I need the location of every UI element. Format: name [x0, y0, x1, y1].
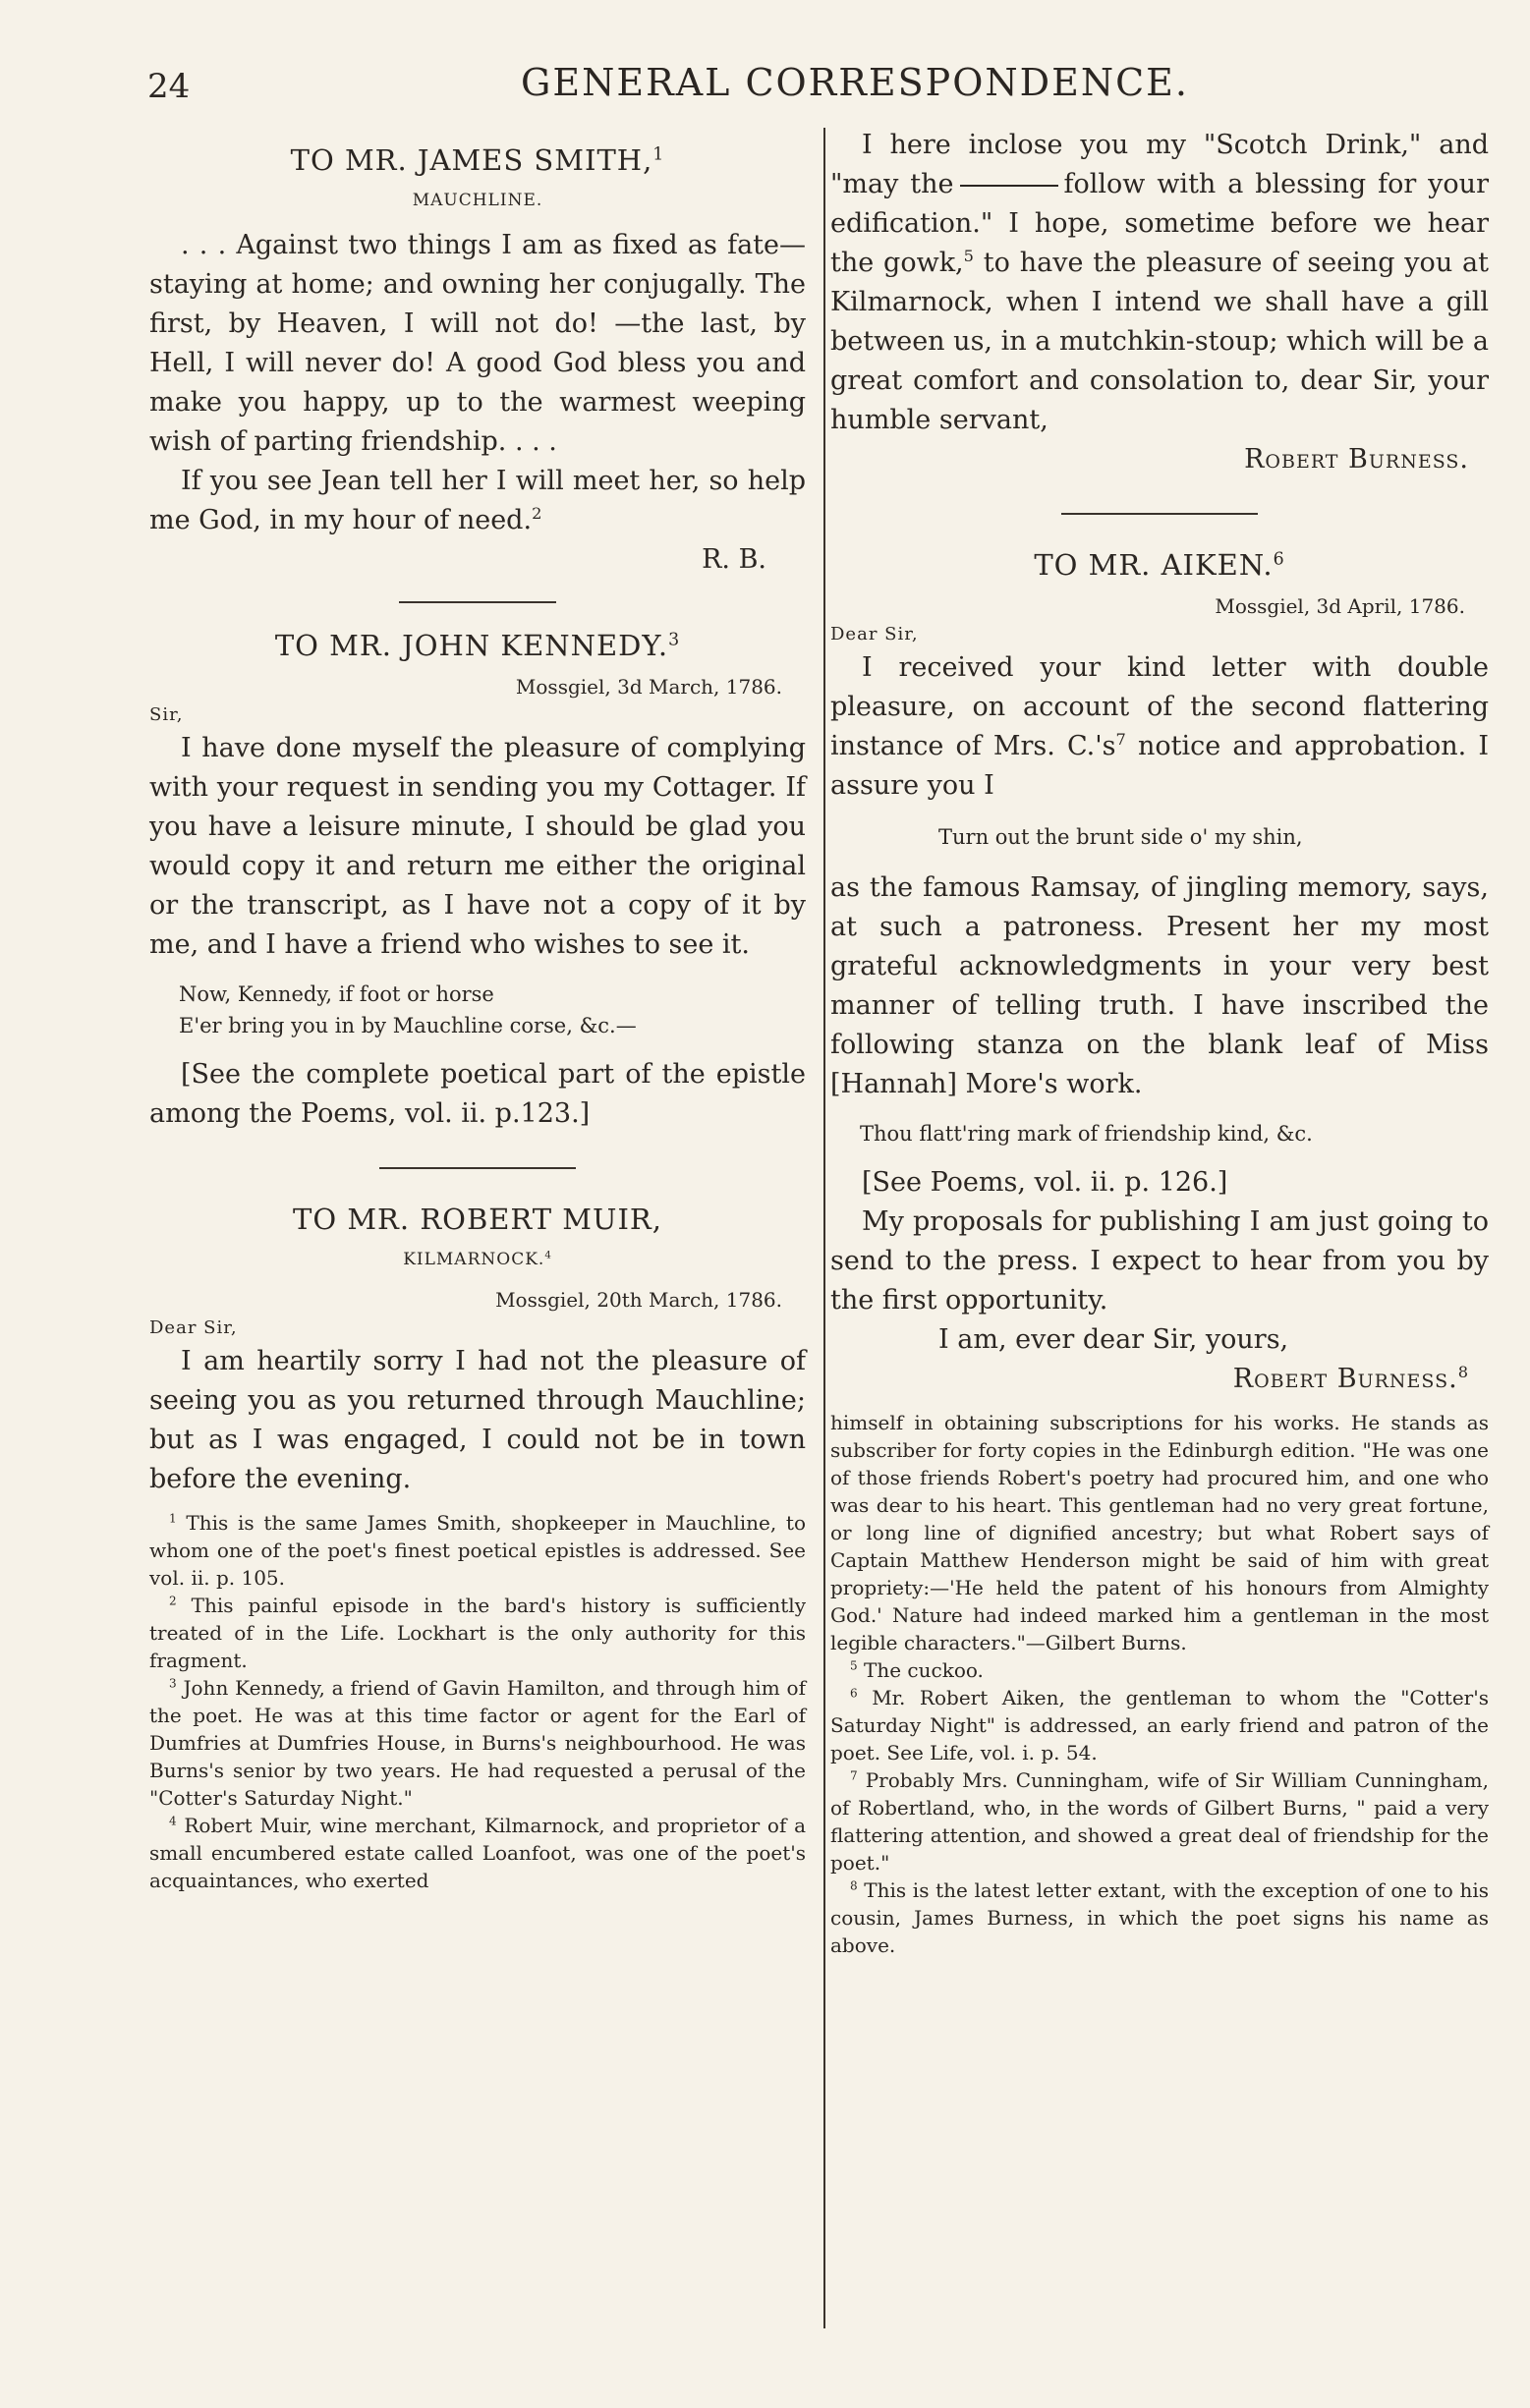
letter-heading-muir: TO MR. ROBERT MUIR,	[293, 1203, 662, 1236]
verse-line: E'er bring you in by Mauchline corse, &c.—	[179, 1014, 637, 1037]
verse-quote: Thou flatt'ring mark of friendship kind, &c.	[860, 1122, 1313, 1146]
right-column	[830, 126, 1489, 1959]
footnote-ref: 5	[963, 247, 974, 265]
footnote-ref: 4	[544, 1250, 552, 1261]
footnote-ref: 2	[532, 504, 542, 523]
footnote-ref: 7	[1115, 730, 1126, 749]
letter-paragraph: I have done myself the pleasure of complying with your request in sending you my Cottager. If you have a leisure minute, I should be glad you would copy it and return me either the original or the transcript, as I have not a copy of it by me, and I have a friend who wishes to see it.	[149, 733, 806, 960]
letter-heading-aiken: TO MR. AIKEN.$^6$	[1034, 548, 1285, 582]
letter-paragraph: [See the complete poetical part of the epistle among the Poems, vol. ii. p.123.]	[149, 1059, 806, 1129]
letter-paragraph: I here inclose you my "Scotch Drink," and "may the follow with a blessing for your edification." I hope, sometime before we hear the gowk,$^5$ to have the pleasure of seeing you at Kilmarnock, when I intend we shall have a gill between us, in a mutchkin-stoup; which will be a great comfort and consolation to, dear Sir, your humble servant,	[830, 130, 1489, 435]
running-header	[147, 61, 1189, 110]
footnote-ref: 3	[668, 630, 681, 650]
footnote: $^7$ Probably Mrs. Cunningham, wife of Sir William Cunningham, of Robertland, who, in the words of Gilbert Burns, " paid a very flattering attention, and showed a great deal of friendship for the poet."	[830, 1768, 1489, 1875]
signature: Robert Burness.	[1244, 444, 1469, 475]
letter-closing: I am, ever dear Sir, yours,	[938, 1324, 1289, 1355]
footnote: $^1$ This is the same James Smith, shopkeeper in Mauchline, to whom one of the poet's finest poetical epistles is addressed. See vol. ii. p. 105.	[149, 1511, 806, 1590]
letter-heading-smith: TO MR. JAMES SMITH,$^1$	[290, 143, 665, 177]
footnote-continued: himself in obtaining subscriptions for his works. He stands as subscriber for forty copies in the Edinburgh edition. "He was one of those friends Robert's poetry had procured him, and one who was dear to his heart. This gentleman had no very great fortune, or long line of dignified ancestry; but what Robert says of Captain Matthew Henderson might be said of him with great propriety:—'He held the patent of his honours from Almighty God.' Nature had indeed marked him a gentleman in the most legible characters."—Gilbert Burns.	[830, 1411, 1489, 1654]
footnotes	[830, 1409, 1489, 1959]
letter-place: MAUCHLINE.	[412, 191, 543, 210]
letter-paragraph: I received your kind letter with double pleasure, on account of the second flattering instance of Mrs. $C.'s^7$ notice and approbation. I assure you I	[830, 652, 1489, 801]
page-number: 24	[147, 67, 191, 106]
footnotes	[149, 1509, 806, 1894]
verse-quote: Turn out the brunt side o' my shin,	[938, 825, 1303, 849]
signature: Robert Burness.$^8$	[1232, 1363, 1469, 1394]
section-divider	[399, 601, 556, 603]
letter-paragraph: [See Poems, vol. ii. p. 126.]	[862, 1167, 1228, 1198]
footnote-ref: 1	[652, 144, 665, 165]
footnote-ref: 6	[1273, 549, 1285, 570]
running-title: GENERAL CORRESPONDENCE.	[521, 61, 1189, 104]
footnote: $^5$ The cuckoo.	[850, 1658, 984, 1682]
blank-dash	[960, 185, 1058, 187]
footnote: $^6$ Mr. Robert Aiken, the gentleman to whom the "Cotter's Saturday Night" is addressed, an early friend and patron of the poet. See Life, vol. i. p. 54.	[830, 1686, 1489, 1764]
footnote: $^3$ John Kennedy, a friend of Gavin Hamilton, and through him of the poet. He was at this time factor or agent for the Earl of Dumfries at Dumfries House, in Burns's neighbourhood. He was Burns's senior by two years. He had requested a perusal of the "Cotter's Saturday Night."	[149, 1676, 807, 1810]
footnote: $^8$ This is the latest letter extant, with the exception of one to his cousin, James Burness, in which the poet signs his name as above.	[830, 1878, 1490, 1957]
verse-line: Now, Kennedy, if foot or horse	[179, 982, 494, 1006]
salutation: Sir,	[149, 704, 184, 725]
letter-dateline: Mossgiel, 20th March, 1786.	[495, 1288, 782, 1312]
footnote: $^4$ Robert Muir, wine merchant, Kilmarnock, and proprietor of a small encumbered estate called Loanfoot, was one of the poet's acquaintances, who exerted	[149, 1814, 806, 1892]
salutation: Dear Sir,	[830, 624, 919, 644]
letter-paragraph: If you see Jean tell her I will meet her, so help me God, in my hour of need.$^2$	[149, 466, 806, 535]
letter-dateline: Mossgiel, 3d March, 1786.	[515, 675, 782, 699]
footnote-ref: 8	[1457, 1363, 1469, 1381]
signature: R. B.	[702, 544, 766, 575]
letter-paragraph: My proposals for publishing I am just going to send to the press. I expect to hear from you by the first opportunity.	[830, 1206, 1489, 1316]
left-column	[149, 126, 806, 1894]
letter-paragraph: . . . Against two things I am as fixed as fate—staying at home; and owning her conjugally. The first, by Heaven, I will not do! —the last, by Hell, I will never do! A good God bless you and make you happy, up to the warmest weeping wish of parting friendship. . . .	[149, 230, 806, 457]
letter-paragraph: I am heartily sorry I had not the pleasure of seeing you as you returned through Mauchline; but as I was engaged, I could not be in town before the evening.	[149, 1346, 806, 1494]
column-divider	[823, 128, 825, 2328]
section-divider	[379, 1167, 576, 1169]
letter-place: KILMARNOCK.$^4$	[403, 1250, 552, 1269]
letter-dateline: Mossgiel, 3d April, 1786.	[1215, 594, 1465, 618]
letter-heading-kennedy: TO MR. JOHN KENNEDY.$^3$	[274, 629, 681, 662]
footnote: $^2$ This painful episode in the bard's history is sufficiently treated of in the Life. Lockhart is the only authority for this fragment.	[149, 1594, 806, 1672]
section-divider	[1061, 513, 1258, 515]
verse-quote	[179, 979, 806, 1041]
letter-paragraph: as the famous Ramsay, of jingling memory, says, at such a patroness. Present her my most grateful acknowledgments in your very best manner of telling truth. I have inscribed the following stanza on the blank leaf of Miss [Hannah] More's work.	[830, 872, 1489, 1099]
salutation: Dear Sir,	[149, 1317, 238, 1338]
